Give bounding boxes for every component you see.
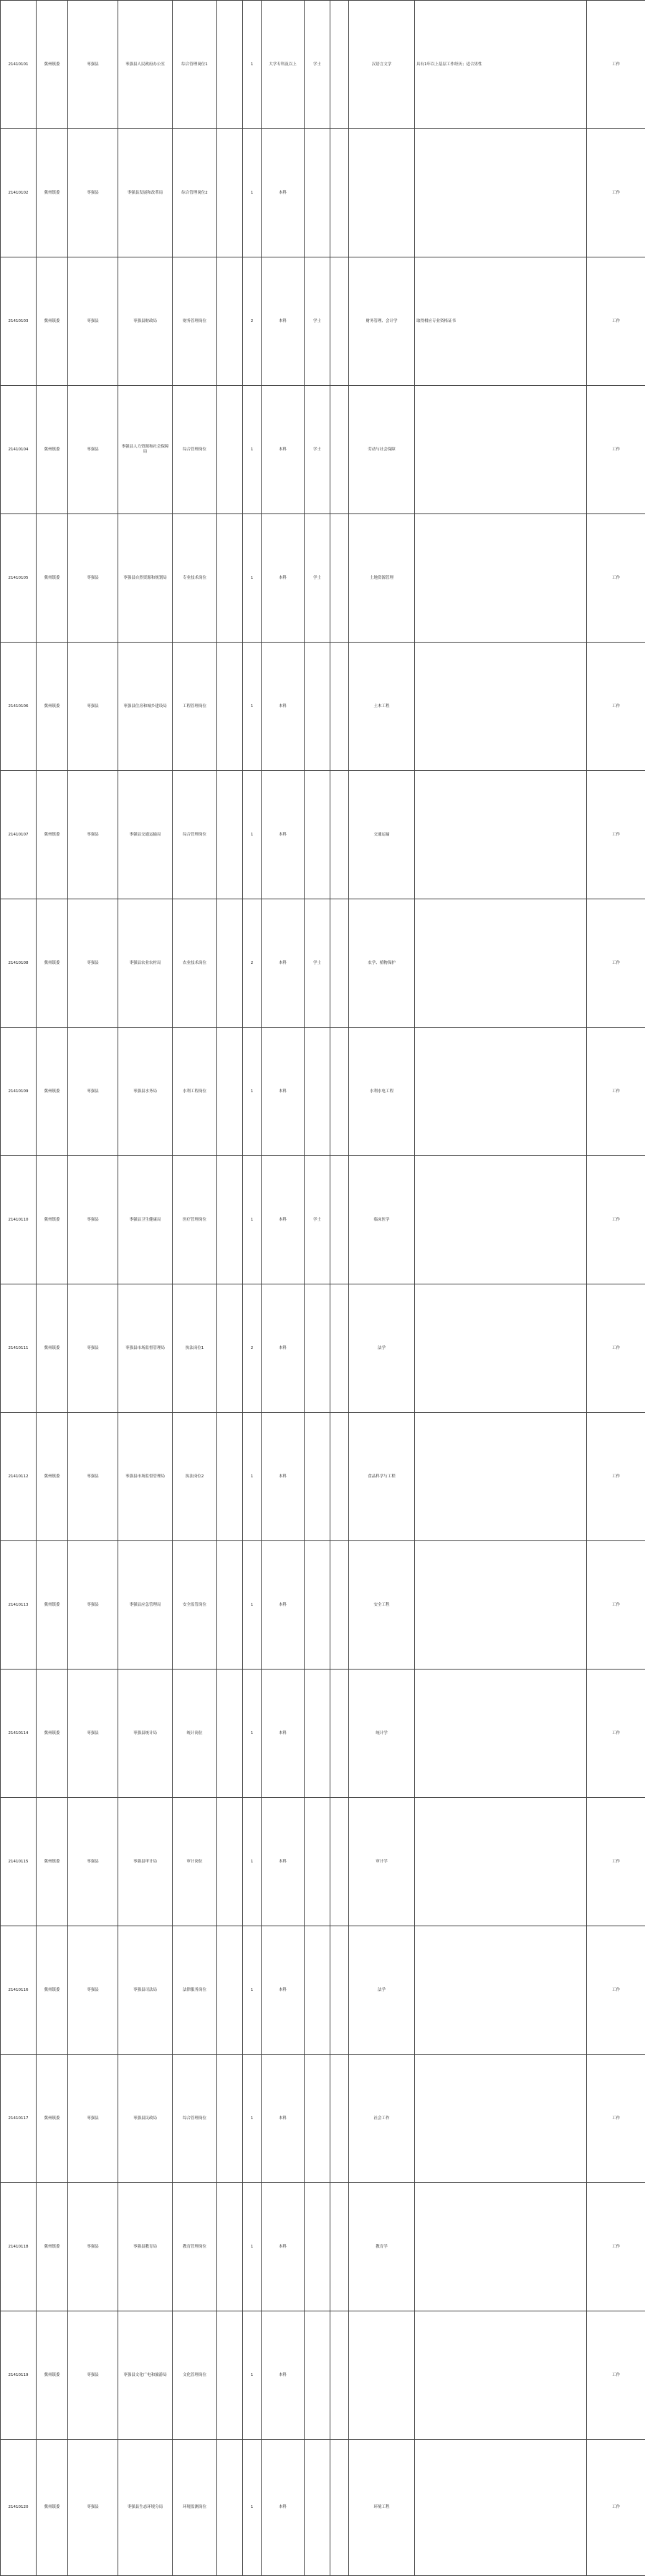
cell-major: 安全工程	[349, 1541, 415, 1670]
cell-edu: 本科	[262, 1156, 305, 1284]
cell-type	[217, 1541, 243, 1670]
cell-post: 安全监管岗位	[173, 1541, 217, 1670]
cell-note: 工作	[587, 2183, 645, 2311]
cell-org: 冀州镇委	[37, 771, 68, 899]
cell-major: 法学	[349, 1284, 415, 1413]
cell-unit: 枣强县市场监督管理局	[118, 1413, 173, 1541]
cell-org: 冀州镇委	[37, 386, 68, 514]
cell-req	[415, 2183, 587, 2311]
cell-county: 枣强县	[68, 2183, 118, 2311]
cell-degree	[305, 2055, 330, 2183]
cell-post: 工程管理岗位	[173, 643, 217, 771]
cell-type	[217, 1798, 243, 1926]
cell-note: 工作	[587, 1798, 645, 1926]
cell-county: 枣强县	[68, 771, 118, 899]
cell-edu: 本科	[262, 514, 305, 643]
cell-edu: 本科	[262, 2311, 305, 2440]
table-row	[1, 1028, 645, 1156]
cell-type	[217, 1156, 243, 1284]
table-row	[1, 1670, 645, 1798]
cell-org: 冀州镇委	[37, 257, 68, 386]
table-row	[1, 1284, 645, 1413]
cell-org: 冀州镇委	[37, 514, 68, 643]
cell-req: 取得相应专业资格证书	[415, 257, 587, 386]
cell-type	[217, 1284, 243, 1413]
cell-code: 21410108	[1, 899, 37, 1028]
cell-req	[415, 1284, 587, 1413]
cell-major: 法学	[349, 1926, 415, 2055]
cell-code: 21410106	[1, 643, 37, 771]
cell-unit: 枣强县生态环境分局	[118, 2440, 173, 2576]
cell-age	[330, 1926, 349, 2055]
cell-age	[330, 643, 349, 771]
cell-age	[330, 1028, 349, 1156]
cell-edu: 大学专科及以上	[262, 1, 305, 129]
cell-post: 综合管理岗位	[173, 386, 217, 514]
cell-age	[330, 2055, 349, 2183]
cell-post: 综合管理岗位2	[173, 129, 217, 257]
cell-note: 工作	[587, 643, 645, 771]
cell-county: 枣强县	[68, 2440, 118, 2576]
cell-type	[217, 386, 243, 514]
table-row	[1, 1, 645, 129]
cell-count: 1	[243, 514, 262, 643]
cell-unit: 枣强县自然资源和规划局	[118, 514, 173, 643]
cell-major: 交通运输	[349, 771, 415, 899]
cell-post: 执法岗位1	[173, 1284, 217, 1413]
cell-note: 工作	[587, 1926, 645, 2055]
cell-county: 枣强县	[68, 1156, 118, 1284]
cell-county: 枣强县	[68, 1, 118, 129]
cell-unit: 枣强县应急管理局	[118, 1541, 173, 1670]
cell-county: 枣强县	[68, 257, 118, 386]
cell-org: 冀州镇委	[37, 1413, 68, 1541]
cell-edu: 本科	[262, 1670, 305, 1798]
cell-degree	[305, 1926, 330, 2055]
cell-org: 冀州镇委	[37, 1028, 68, 1156]
cell-age	[330, 2183, 349, 2311]
cell-org: 冀州镇委	[37, 1156, 68, 1284]
cell-type	[217, 1, 243, 129]
cell-code: 21410115	[1, 1798, 37, 1926]
cell-age	[330, 899, 349, 1028]
cell-age	[330, 257, 349, 386]
cell-post: 综合管理岗位	[173, 2055, 217, 2183]
cell-req	[415, 514, 587, 643]
cell-age	[330, 1156, 349, 1284]
cell-note: 工作	[587, 899, 645, 1028]
cell-note: 工作	[587, 771, 645, 899]
cell-county: 枣强县	[68, 129, 118, 257]
cell-post: 法律服务岗位	[173, 1926, 217, 2055]
cell-post: 农业技术岗位	[173, 899, 217, 1028]
cell-unit: 枣强县审计局	[118, 1798, 173, 1926]
cell-degree	[305, 1284, 330, 1413]
cell-type	[217, 2311, 243, 2440]
cell-org: 冀州镇委	[37, 1284, 68, 1413]
cell-unit: 枣强县教育局	[118, 2183, 173, 2311]
cell-code: 21410113	[1, 1541, 37, 1670]
cell-major: 社会工作	[349, 2055, 415, 2183]
cell-age	[330, 1541, 349, 1670]
cell-age	[330, 1413, 349, 1541]
cell-county: 枣强县	[68, 1670, 118, 1798]
table-row	[1, 514, 645, 643]
cell-unit: 枣强县司法局	[118, 1926, 173, 2055]
cell-degree	[305, 643, 330, 771]
cell-degree	[305, 129, 330, 257]
cell-req	[415, 1541, 587, 1670]
cell-req	[415, 129, 587, 257]
cell-code: 21410102	[1, 129, 37, 257]
cell-note: 工作	[587, 386, 645, 514]
cell-post: 综合管理岗位	[173, 771, 217, 899]
cell-edu: 本科	[262, 643, 305, 771]
cell-count: 1	[243, 2440, 262, 2576]
cell-note: 工作	[587, 2311, 645, 2440]
cell-type	[217, 2055, 243, 2183]
cell-age	[330, 2440, 349, 2576]
cell-note: 工作	[587, 1541, 645, 1670]
cell-edu: 本科	[262, 386, 305, 514]
cell-type	[217, 643, 243, 771]
table-row	[1, 2183, 645, 2311]
cell-edu: 本科	[262, 129, 305, 257]
cell-req	[415, 1798, 587, 1926]
cell-edu: 本科	[262, 899, 305, 1028]
cell-major: 审计学	[349, 1798, 415, 1926]
cell-post: 执法岗位2	[173, 1413, 217, 1541]
cell-degree	[305, 1798, 330, 1926]
cell-unit: 枣强县人力资源和社会保障局	[118, 386, 173, 514]
cell-note: 工作	[587, 1670, 645, 1798]
cell-edu: 本科	[262, 1541, 305, 1670]
cell-code: 21410116	[1, 1926, 37, 2055]
cell-code: 21410119	[1, 2311, 37, 2440]
cell-post: 财务管理岗位	[173, 257, 217, 386]
cell-unit: 枣强县住房和城乡建设局	[118, 643, 173, 771]
cell-unit: 枣强县发展和改革局	[118, 129, 173, 257]
cell-county: 枣强县	[68, 1926, 118, 2055]
cell-unit: 枣强县统计局	[118, 1670, 173, 1798]
cell-code: 21410105	[1, 514, 37, 643]
cell-age	[330, 386, 349, 514]
cell-note: 工作	[587, 1, 645, 129]
cell-degree: 学士	[305, 1, 330, 129]
cell-age	[330, 514, 349, 643]
cell-note: 工作	[587, 1413, 645, 1541]
cell-req	[415, 2440, 587, 2576]
cell-edu: 本科	[262, 1028, 305, 1156]
cell-edu: 本科	[262, 1926, 305, 2055]
cell-age	[330, 129, 349, 257]
cell-post: 环境监测岗位	[173, 2440, 217, 2576]
cell-major: 土地资源管理	[349, 514, 415, 643]
table-row	[1, 643, 645, 771]
cell-degree: 学士	[305, 1156, 330, 1284]
cell-req: 具有1年以上基层工作经历；适合男性	[415, 1, 587, 129]
cell-edu: 本科	[262, 2183, 305, 2311]
cell-count: 1	[243, 2183, 262, 2311]
cell-org: 冀州镇委	[37, 2183, 68, 2311]
cell-degree: 学士	[305, 899, 330, 1028]
cell-count: 1	[243, 129, 262, 257]
cell-degree	[305, 771, 330, 899]
cell-code: 21410107	[1, 771, 37, 899]
cell-org: 冀州镇委	[37, 1541, 68, 1670]
cell-unit: 枣强县农业农村局	[118, 899, 173, 1028]
cell-age	[330, 2311, 349, 2440]
table-row	[1, 129, 645, 257]
cell-type	[217, 2183, 243, 2311]
cell-code: 21410118	[1, 2183, 37, 2311]
cell-req	[415, 643, 587, 771]
cell-edu: 本科	[262, 771, 305, 899]
cell-degree	[305, 2183, 330, 2311]
cell-count: 2	[243, 1284, 262, 1413]
cell-county: 枣强县	[68, 386, 118, 514]
cell-county: 枣强县	[68, 1284, 118, 1413]
table-row	[1, 2055, 645, 2183]
cell-org: 冀州镇委	[37, 899, 68, 1028]
table-row	[1, 771, 645, 899]
cell-post: 综合管理岗位1	[173, 1, 217, 129]
cell-org: 冀州镇委	[37, 1670, 68, 1798]
cell-degree	[305, 1028, 330, 1156]
cell-edu: 本科	[262, 2440, 305, 2576]
cell-count: 1	[243, 2311, 262, 2440]
cell-degree	[305, 2440, 330, 2576]
cell-county: 枣强县	[68, 899, 118, 1028]
cell-major	[349, 2311, 415, 2440]
cell-org: 冀州镇委	[37, 1798, 68, 1926]
cell-code: 21410120	[1, 2440, 37, 2576]
table-row	[1, 1156, 645, 1284]
cell-type	[217, 1413, 243, 1541]
cell-age	[330, 1284, 349, 1413]
cell-note: 工作	[587, 257, 645, 386]
cell-major: 统计学	[349, 1670, 415, 1798]
cell-org: 冀州镇委	[37, 1, 68, 129]
cell-note: 工作	[587, 514, 645, 643]
cell-unit: 枣强县交通运输局	[118, 771, 173, 899]
cell-major: 汉语言文学	[349, 1, 415, 129]
cell-degree: 学士	[305, 386, 330, 514]
cell-count: 2	[243, 899, 262, 1028]
cell-degree: 学士	[305, 514, 330, 643]
table-row	[1, 2440, 645, 2576]
cell-count: 1	[243, 1, 262, 129]
cell-post: 教育管理岗位	[173, 2183, 217, 2311]
cell-type	[217, 771, 243, 899]
cell-req	[415, 2311, 587, 2440]
cell-major: 水利水电工程	[349, 1028, 415, 1156]
cell-major: 环境工程	[349, 2440, 415, 2576]
cell-post: 专业技术岗位	[173, 514, 217, 643]
cell-count: 2	[243, 257, 262, 386]
cell-note: 工作	[587, 1156, 645, 1284]
cell-county: 枣强县	[68, 2311, 118, 2440]
cell-note: 工作	[587, 129, 645, 257]
cell-type	[217, 1028, 243, 1156]
cell-post: 文化管理岗位	[173, 2311, 217, 2440]
cell-code: 21410114	[1, 1670, 37, 1798]
cell-post: 统计岗位	[173, 1670, 217, 1798]
cell-note: 工作	[587, 1284, 645, 1413]
table-row	[1, 1926, 645, 2055]
cell-req	[415, 1926, 587, 2055]
cell-count: 1	[243, 771, 262, 899]
table-row	[1, 1413, 645, 1541]
cell-type	[217, 2440, 243, 2576]
cell-count: 1	[243, 1028, 262, 1156]
cell-req	[415, 771, 587, 899]
cell-count: 1	[243, 386, 262, 514]
cell-type	[217, 1926, 243, 2055]
cell-age	[330, 771, 349, 899]
cell-county: 枣强县	[68, 1798, 118, 1926]
cell-req	[415, 1156, 587, 1284]
cell-degree	[305, 1541, 330, 1670]
cell-count: 1	[243, 1798, 262, 1926]
cell-county: 枣强县	[68, 2055, 118, 2183]
cell-type	[217, 129, 243, 257]
cell-code: 21410109	[1, 1028, 37, 1156]
cell-county: 枣强县	[68, 1541, 118, 1670]
cell-county: 枣强县	[68, 1413, 118, 1541]
cell-count: 1	[243, 1156, 262, 1284]
cell-major: 教育学	[349, 2183, 415, 2311]
cell-req	[415, 1670, 587, 1798]
cell-unit: 枣强县人民政府办公室	[118, 1, 173, 129]
cell-count: 1	[243, 643, 262, 771]
cell-degree	[305, 1413, 330, 1541]
cell-major: 劳动与社会保障	[349, 386, 415, 514]
cell-org: 冀州镇委	[37, 643, 68, 771]
cell-type	[217, 514, 243, 643]
cell-post: 审计岗位	[173, 1798, 217, 1926]
cell-type	[217, 257, 243, 386]
cell-major: 农学、植物保护	[349, 899, 415, 1028]
cell-type	[217, 899, 243, 1028]
table-row	[1, 257, 645, 386]
cell-county: 枣强县	[68, 643, 118, 771]
cell-degree	[305, 2311, 330, 2440]
cell-major: 临床医学	[349, 1156, 415, 1284]
cell-org: 冀州镇委	[37, 1926, 68, 2055]
cell-edu: 本科	[262, 1284, 305, 1413]
cell-req	[415, 2055, 587, 2183]
cell-major: 食品科学与工程	[349, 1413, 415, 1541]
table-row	[1, 2311, 645, 2440]
cell-edu: 本科	[262, 1798, 305, 1926]
cell-age	[330, 1, 349, 129]
cell-degree	[305, 1670, 330, 1798]
cell-code: 21410117	[1, 2055, 37, 2183]
cell-code: 21410104	[1, 386, 37, 514]
cell-unit: 枣强县水务局	[118, 1028, 173, 1156]
cell-count: 1	[243, 1926, 262, 2055]
cell-code: 21410110	[1, 1156, 37, 1284]
cell-unit: 枣强县财政局	[118, 257, 173, 386]
cell-req	[415, 899, 587, 1028]
cell-age	[330, 1670, 349, 1798]
cell-post: 水利工程岗位	[173, 1028, 217, 1156]
cell-count: 1	[243, 1541, 262, 1670]
cell-edu: 本科	[262, 2055, 305, 2183]
cell-age	[330, 1798, 349, 1926]
table-row	[1, 386, 645, 514]
cell-note: 工作	[587, 1028, 645, 1156]
cell-county: 枣强县	[68, 514, 118, 643]
cell-note: 工作	[587, 2440, 645, 2576]
cell-code: 21410103	[1, 257, 37, 386]
cell-county: 枣强县	[68, 1028, 118, 1156]
table-row	[1, 1541, 645, 1670]
table-row	[1, 899, 645, 1028]
cell-degree: 学士	[305, 257, 330, 386]
cell-req	[415, 386, 587, 514]
cell-req	[415, 1028, 587, 1156]
cell-count: 1	[243, 2055, 262, 2183]
cell-major	[349, 129, 415, 257]
cell-code: 21410111	[1, 1284, 37, 1413]
cell-note: 工作	[587, 2055, 645, 2183]
cell-org: 冀州镇委	[37, 2440, 68, 2576]
cell-unit: 枣强县卫生健康局	[118, 1156, 173, 1284]
cell-code: 21410101	[1, 1, 37, 129]
cell-org: 冀州镇委	[37, 129, 68, 257]
cell-code: 21410112	[1, 1413, 37, 1541]
table-row	[1, 1798, 645, 1926]
cell-major: 土木工程	[349, 643, 415, 771]
cell-unit: 枣强县民政局	[118, 2055, 173, 2183]
cell-major: 财务管理、会计学	[349, 257, 415, 386]
cell-org: 冀州镇委	[37, 2311, 68, 2440]
cell-req	[415, 1413, 587, 1541]
cell-edu: 本科	[262, 257, 305, 386]
cell-unit: 枣强县市场监督管理局	[118, 1284, 173, 1413]
cell-post: 医疗管理岗位	[173, 1156, 217, 1284]
cell-count: 1	[243, 1670, 262, 1798]
cell-count: 1	[243, 1413, 262, 1541]
cell-edu: 本科	[262, 1413, 305, 1541]
cell-org: 冀州镇委	[37, 2055, 68, 2183]
cell-unit: 枣强县文化广电和旅游局	[118, 2311, 173, 2440]
cell-type	[217, 1670, 243, 1798]
